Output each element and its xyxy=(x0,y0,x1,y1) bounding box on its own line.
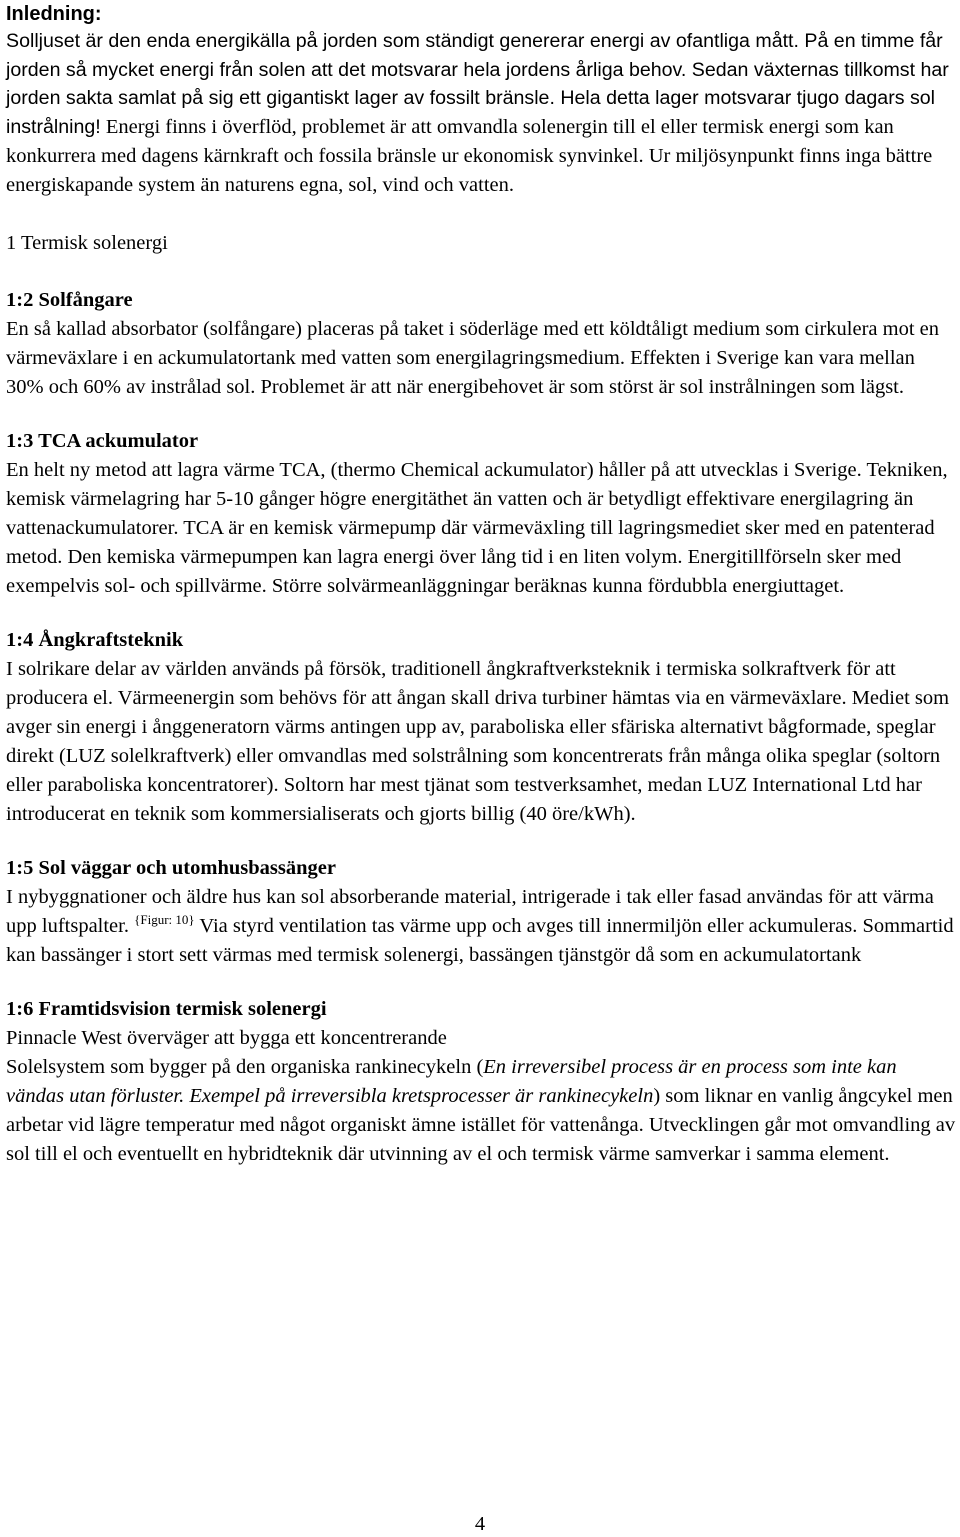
section-framtidsvision xyxy=(6,995,956,1169)
chapter-title: 1 Termisk solenergi xyxy=(6,232,168,255)
section-line: Pinnacle West överväger att bygga ett koncentrerande xyxy=(6,1027,447,1050)
figure-reference: {Figur: 10} xyxy=(134,912,195,928)
section-tca-ackumulator xyxy=(6,427,956,601)
section-body: En helt ny metod att lagra värme TCA, (thermo Chemical ackumulator) håller på att utvecklas i Sverige. Tekniken, kemisk värmelagring har 5-10 gånger högre energitäthet än vatten och är betydligt effektivare energilagring än vattenackumulatorer. TCA är en kemisk värmepump där värmeväxling till lagringsmediet sker med en patenterad metod. Den kemiska värmepumpen kan lagra energi över lång tid i en liten volym. Energitillförseln sker med exempelvis sol- och spillvärme. Större solvärmeanläggningar beräknas kunna fördubbla energiuttaget. xyxy=(6,459,948,598)
document-page xyxy=(6,0,956,1169)
section-sol-vaggar xyxy=(6,854,956,970)
section-angkraftsteknik xyxy=(6,626,956,829)
section-heading: 1:5 Sol väggar och utomhusbassänger xyxy=(6,857,336,880)
section-body xyxy=(6,883,956,970)
intro-heading: Inledning: xyxy=(6,3,102,25)
body-text-italic: En irreversibel process är en process som inte kan vändas utan förluster. Exempel på irreversibla kretsprocesser är rankinecykeln xyxy=(6,1056,897,1108)
section-heading: 1:4 Ångkraftsteknik xyxy=(6,629,184,652)
page-number: 4 xyxy=(474,1513,486,1535)
section-body: En så kallad absorbator (solfångare) placeras på taket i söderläge med ett köldtåligt medium som cirkulera mot en värmeväxlare i en ackumulatortank med vatten som energilagringsmedium. Effekten i Sverige kan vara mellan 30% och 60% av instrålad sol. Problemet är att när energibehovet är som störst är sol instrålningen som lägst. xyxy=(6,318,939,399)
section-heading: 1:3 TCA ackumulator xyxy=(6,430,199,453)
intro-serif-text: Energi finns i överflöd, problemet är att omvandla solenergin till el eller termisk energi som kan konkurrera med dagens kärnkraft och fossila bränsle ur ekonomisk synvinkel. Ur miljösynpunkt finns inga bättre energiskapande system än naturens egna, sol, vind och vatten. xyxy=(6,116,933,196)
section-heading: 1:2 Solfångare xyxy=(6,289,133,312)
body-text-before: I nybyggnationer och äldre hus kan sol absorberande material, intrigerade i tak eller fasad användas för att värma upp luftspalter. xyxy=(6,886,934,938)
intro-paragraph xyxy=(6,27,956,199)
section-heading: 1:6 Framtidsvision termisk solenergi xyxy=(6,998,327,1021)
body-text-before: Solelsystem som bygger på den organiska rankinecykeln ( xyxy=(6,1056,484,1079)
section-solfangare xyxy=(6,286,956,402)
body-text-after: ) som liknar en vanlig ångcykel men arbetar vid lägre temperatur med något organiskt ämne istället för vattenånga. Utvecklingen går mot omvandling av sol till el och eventuellt en hybridteknik där utvinning av el och termisk värme samverkar i samma element. xyxy=(6,1085,956,1166)
section-body: I solrikare delar av världen används på försök, traditionell ångkraftverksteknik i termiska solkraftverk för att producera el. Värmeenergin som behövs för att ångan skall driva turbiner hämtas via en värmeväxlare. Mediet som avger sin energi i ånggeneratorn värms antingen upp av, paraboliska eller sfäriska alternativt bågformade, speglar direkt (LUZ solelkraftverk) eller omvandlas med solstrålning som koncentrerats från många olika speglar (soltorn eller paraboliska koncentratorer). Soltorn har mest tjänat som testverksamhet, medan LUZ International Ltd har introducerat en teknik som kommersialiserats och gjorts billig (40 öre/kWh). xyxy=(6,658,950,826)
intro-sans-text: Solljuset är den enda energikälla på jorden som ständigt genererar energi av ofantliga mått. På en timme får jorden så mycket energi från solen att det motsvarar hela jordens årliga behov. Sedan växternas tillkomst har jorden sakta samlat på sig ett gigantiskt lager av fossilt bränsle. Hela detta lager motsvarar tjugo dagars sol instrålning! xyxy=(6,30,949,139)
section-body xyxy=(6,1053,956,1169)
body-text-after: Via styrd ventilation tas värme upp och avges till innermiljön eller ackumuleras. Sommartid kan bassänger i stort sett värmas med termisk solenergi, bassängen tjänstgör då som en ackumulatortank xyxy=(6,915,954,967)
